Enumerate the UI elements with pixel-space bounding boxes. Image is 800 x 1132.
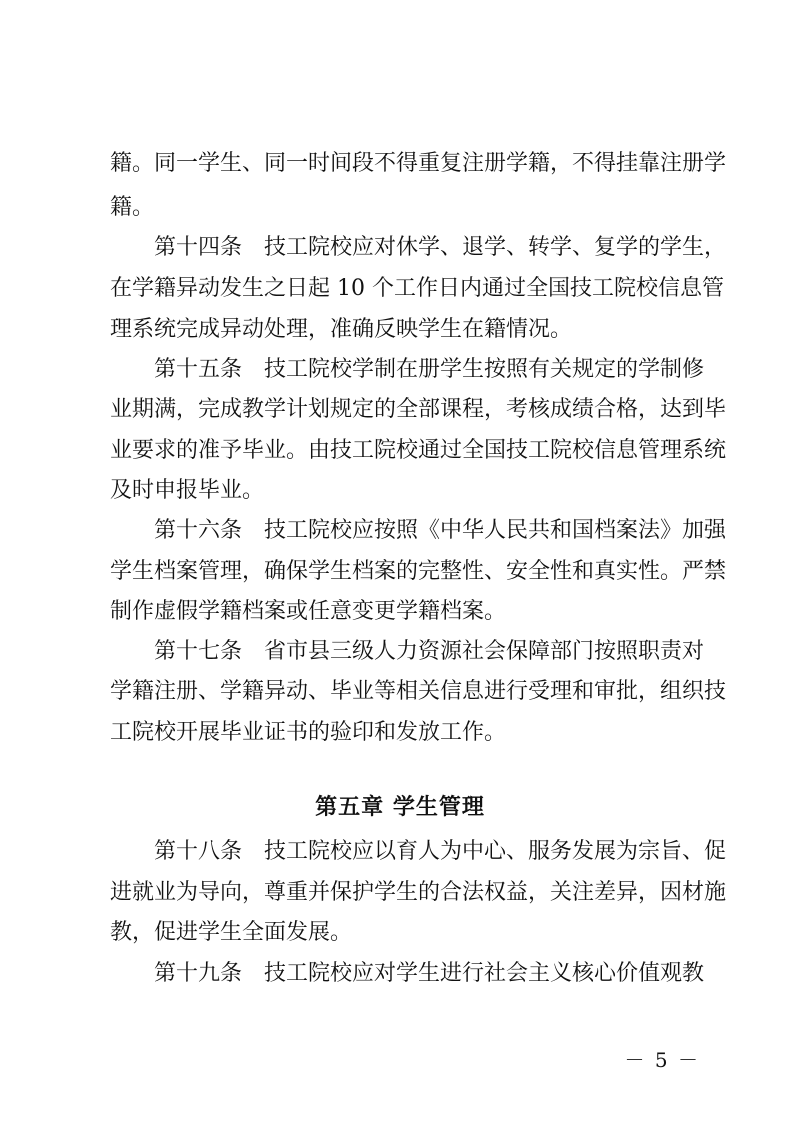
- article-14-line: 在学籍异动发生之日起 10 个工作日内通过全国技工院校信息管: [110, 276, 724, 301]
- article-15-line: 第十五条 技工院校学制在册学生按照有关规定的学制修: [154, 357, 705, 382]
- chapter-heading: 第五章 学生管理: [315, 795, 485, 820]
- article-15-line: 业期满，完成教学计划规定的全部课程，考核成绩合格，达到毕: [110, 397, 727, 422]
- article-17-line: 工院校开展毕业证书的验印和发放工作。: [110, 720, 507, 745]
- article-15-line: 及时申报毕业。: [110, 478, 265, 503]
- article-17-line: 学籍注册、学籍异动、毕业等相关信息进行受理和审批，组织技: [110, 679, 727, 704]
- article-18-line: 进就业为导向，尊重并保护学生的合法权益，关注差异，因材施: [110, 880, 727, 905]
- article-14-line: 理系统完成异动处理，准确反映学生在籍情况。: [110, 317, 573, 342]
- article-16-line: 制作虚假学籍档案或任意变更学籍档案。: [110, 599, 507, 624]
- article-14-line: 第十四条 技工院校应对休学、退学、转学、复学的学生，: [154, 235, 727, 260]
- article-19-line: 第十九条 技工院校应对学生进行社会主义核心价值观教: [154, 961, 705, 986]
- article-18-line: 教，促进学生全面发展。: [110, 920, 353, 945]
- article-18-line: 第十八条 技工院校应以育人为中心、服务发展为宗旨、促: [154, 839, 727, 864]
- article-16-line: 第十六条 技工院校应按照《中华人民共和国档案法》加强: [154, 518, 727, 543]
- article-15-line: 业要求的准予毕业。由技工院校通过全国技工院校信息管理系统: [110, 438, 727, 463]
- paragraph-line: 籍。: [110, 195, 155, 220]
- page-number: － 5 －: [624, 1048, 700, 1072]
- paragraph-line: 籍。同一学生、同一时间段不得重复注册学籍，不得挂靠注册学: [110, 151, 727, 176]
- article-16-line: 学生档案管理，确保学生档案的完整性、安全性和真实性。严禁: [110, 559, 727, 584]
- article-17-line: 第十七条 省市县三级人力资源社会保障部门按照职责对: [154, 639, 705, 664]
